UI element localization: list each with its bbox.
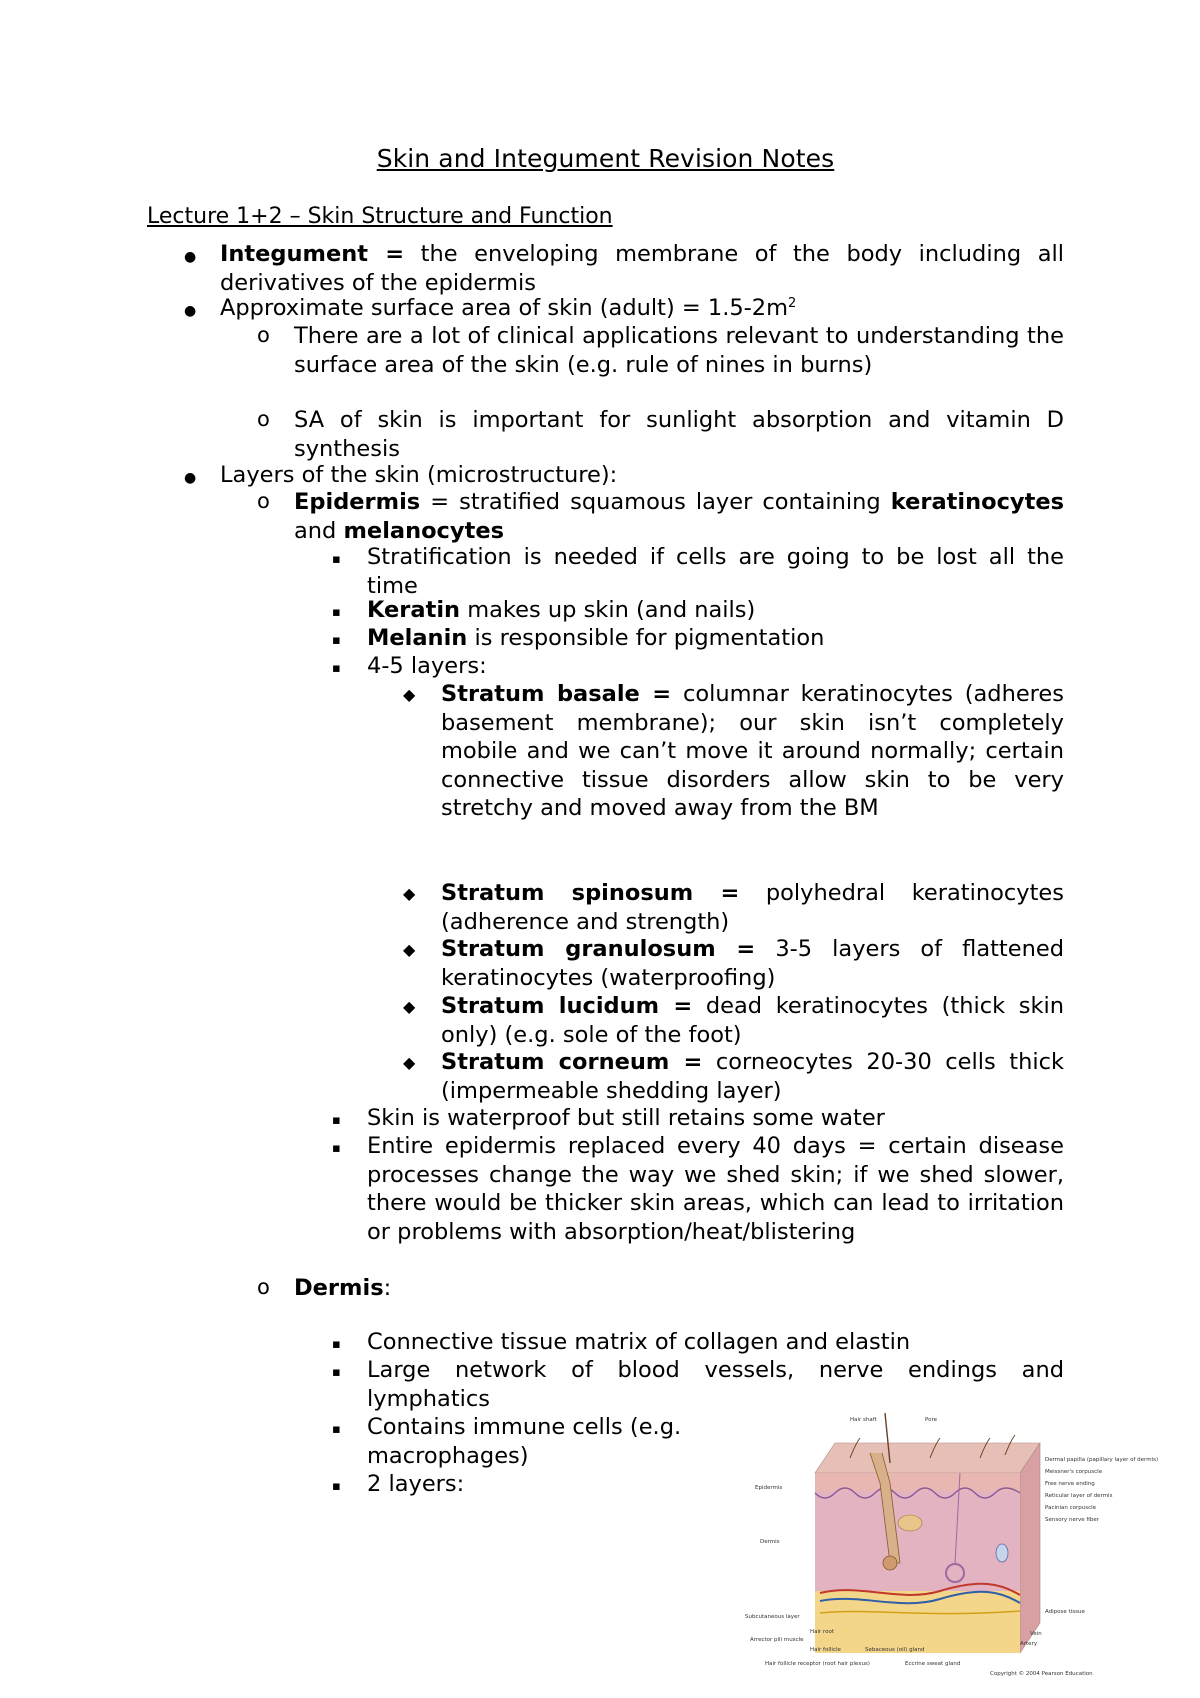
definition: polyhedral keratinocytes (adherence and strength) <box>441 880 1064 935</box>
conjunction: and <box>294 517 344 544</box>
definition: 3-5 layers of flattened keratinocytes (waterproofing) <box>441 936 1064 991</box>
term: Dermis <box>294 1275 384 1301</box>
term: Stratum corneum = <box>441 1049 703 1075</box>
pacinian-corpuscle <box>996 1544 1008 1562</box>
bullet-square: ▪ <box>332 552 341 567</box>
term-keratinocytes: keratinocytes <box>890 489 1064 515</box>
label-free-nerve: Free nerve ending <box>1045 1481 1095 1487</box>
bullet-disc: ● <box>184 249 197 265</box>
bullet-diamond: ◆ <box>403 940 416 959</box>
list-item-connective: Connective tissue matrix of collagen and elastin <box>367 1329 911 1355</box>
list-item-waterproof: Skin is waterproof but still retains some water <box>367 1105 885 1131</box>
label-dermal-papilla: Dermal papilla (papillary layer of dermis) <box>1045 1457 1159 1463</box>
term: Stratum lucidum = <box>441 993 693 1019</box>
skin-surface <box>815 1443 1040 1473</box>
list-item-integument <box>220 240 1064 297</box>
bullet-square: ▪ <box>332 1479 341 1494</box>
bullet-diamond: ◆ <box>403 884 416 903</box>
bullet-square: ▪ <box>332 605 341 620</box>
definition: columnar keratinocytes (adheres basement membrane); our skin isn’t completely mobile and we can’t move it around normally; certain connective tissue disorders allow skin to be very stretchy and moved away from the BM <box>441 681 1064 821</box>
label-pore: Pore <box>925 1417 938 1423</box>
bullet-diamond: ◆ <box>403 1053 416 1072</box>
bullet-disc: ● <box>184 303 197 319</box>
bullet-circle: o <box>257 1275 270 1299</box>
label-hair-root: Hair root <box>810 1629 835 1635</box>
label-eccrine: Eccrine sweat gland <box>905 1661 961 1667</box>
term: Keratin <box>367 597 461 623</box>
definition: dead keratinocytes (thick skin only) (e.g. sole of the foot) <box>441 993 1064 1048</box>
bullet-circle: o <box>257 407 270 431</box>
bullet-disc: ● <box>184 470 197 486</box>
lecture-heading: Lecture 1+2 – Skin Structure and Function <box>147 204 613 229</box>
skin-diagram <box>740 1413 1159 1683</box>
bullet-diamond: ◆ <box>403 685 416 704</box>
definition: makes up skin (and nails) <box>460 597 756 623</box>
list-item-dermis <box>294 1274 1064 1303</box>
hair-bulb <box>883 1556 897 1570</box>
bullet-square: ▪ <box>332 1337 341 1352</box>
bullet-square: ▪ <box>332 1422 341 1437</box>
colon: : <box>383 1275 392 1301</box>
bullet-square: ▪ <box>332 661 341 676</box>
bullet-square: ▪ <box>332 1141 341 1156</box>
list-item-keratin <box>367 596 1064 625</box>
label-sensory-nerve: Sensory nerve fiber <box>1045 1517 1099 1523</box>
label-pacinian: Pacinian corpuscle <box>1045 1505 1097 1511</box>
term: Stratum basale = <box>441 681 672 707</box>
list-item-two-layers: 2 layers: <box>367 1471 465 1497</box>
label-dermis: Dermis <box>760 1539 780 1545</box>
label-copyright: Copyright © 2004 Pearson Education <box>990 1671 1093 1677</box>
list-item-stratum-spinosum <box>441 879 1064 936</box>
label-sebaceous: Sebaceous (oil) gland <box>865 1647 925 1653</box>
subcutaneous-layer <box>815 1591 1020 1653</box>
label-epidermis: Epidermis <box>755 1485 783 1491</box>
text: Approximate surface area of skin (adult) = 1.5-2m <box>220 295 789 321</box>
list-item-stratification: Stratification is needed if cells are going to be lost all the time <box>367 544 1064 599</box>
list-item-sa-clinical: There are a lot of clinical applications relevant to understanding the surface area of the skin (e.g. rule of nines in burns) <box>294 323 1064 378</box>
list-item-layers-count: 4-5 layers: <box>367 653 487 679</box>
page-title: Skin and Integument Revision Notes <box>376 144 835 173</box>
list-item-sa-sunlight: SA of skin is important for sunlight absorption and vitamin D synthesis <box>294 407 1064 462</box>
term: Stratum granulosum = <box>441 936 756 962</box>
list-item-surface-area <box>220 294 1064 323</box>
list-item-network: Large network of blood vessels, nerve endings and lymphatics <box>367 1357 1064 1412</box>
term: Epidermis <box>294 489 421 515</box>
list-item-immune: Contains immune cells (e.g. macrophages) <box>367 1414 682 1469</box>
label-vein: Vein <box>1030 1631 1042 1637</box>
list-item-melanin <box>367 624 1064 653</box>
list-item-stratum-lucidum <box>441 992 1064 1049</box>
bullet-square: ▪ <box>332 633 341 648</box>
bullet-square: ▪ <box>332 1365 341 1380</box>
label-meissner: Meissner's corpuscle <box>1045 1469 1103 1475</box>
definition: corneocytes 20-30 cells thick (impermeable shedding layer) <box>441 1049 1064 1104</box>
bullet-circle: o <box>257 489 270 513</box>
term: Stratum spinosum = <box>441 880 740 906</box>
term: Melanin <box>367 625 468 651</box>
label-hair-receptor: Hair follicle receptor (root hair plexus) <box>765 1661 870 1667</box>
definition: = stratified squamous layer containing <box>420 489 891 515</box>
list-item-epidermis <box>294 488 1064 545</box>
definition: is responsible for pigmentation <box>467 625 825 651</box>
label-arrector: Arrector pili muscle <box>750 1637 804 1643</box>
list-item-stratum-granulosum <box>441 935 1064 992</box>
label-hair-follicle: Hair follicle <box>810 1647 841 1653</box>
bullet-square: ▪ <box>332 1113 341 1128</box>
term: Integument = <box>220 241 405 267</box>
label-subcutaneous: Subcutaneous layer <box>745 1614 800 1620</box>
superscript: 2 <box>788 296 797 311</box>
label-reticular: Reticular layer of dermis <box>1045 1493 1113 1499</box>
list-item-stratum-basale <box>441 680 1064 823</box>
bullet-circle: o <box>257 323 270 347</box>
skin-side-face <box>1020 1443 1040 1653</box>
list-item-replaced: Entire epidermis replaced every 40 days = certain disease processes change the way we shed skin; if we shed slower, there would be thicker skin areas, which can lead to irritation or problems with absorption/heat/blistering <box>367 1133 1064 1245</box>
term-melanocytes: melanocytes <box>343 517 504 544</box>
list-item-layers: Layers of the skin (microstructure): <box>220 462 618 488</box>
label-artery: Artery <box>1020 1641 1038 1647</box>
bullet-diamond: ◆ <box>403 997 416 1016</box>
label-hair-shaft: Hair shaft <box>850 1417 877 1423</box>
list-item-stratum-corneum <box>441 1048 1064 1105</box>
label-adipose: Adipose tissue <box>1045 1609 1085 1615</box>
dermis-layer <box>815 1491 1020 1591</box>
definition: the enveloping membrane of the body including all derivatives of the epidermis <box>220 241 1064 296</box>
sebaceous-gland <box>898 1515 922 1531</box>
